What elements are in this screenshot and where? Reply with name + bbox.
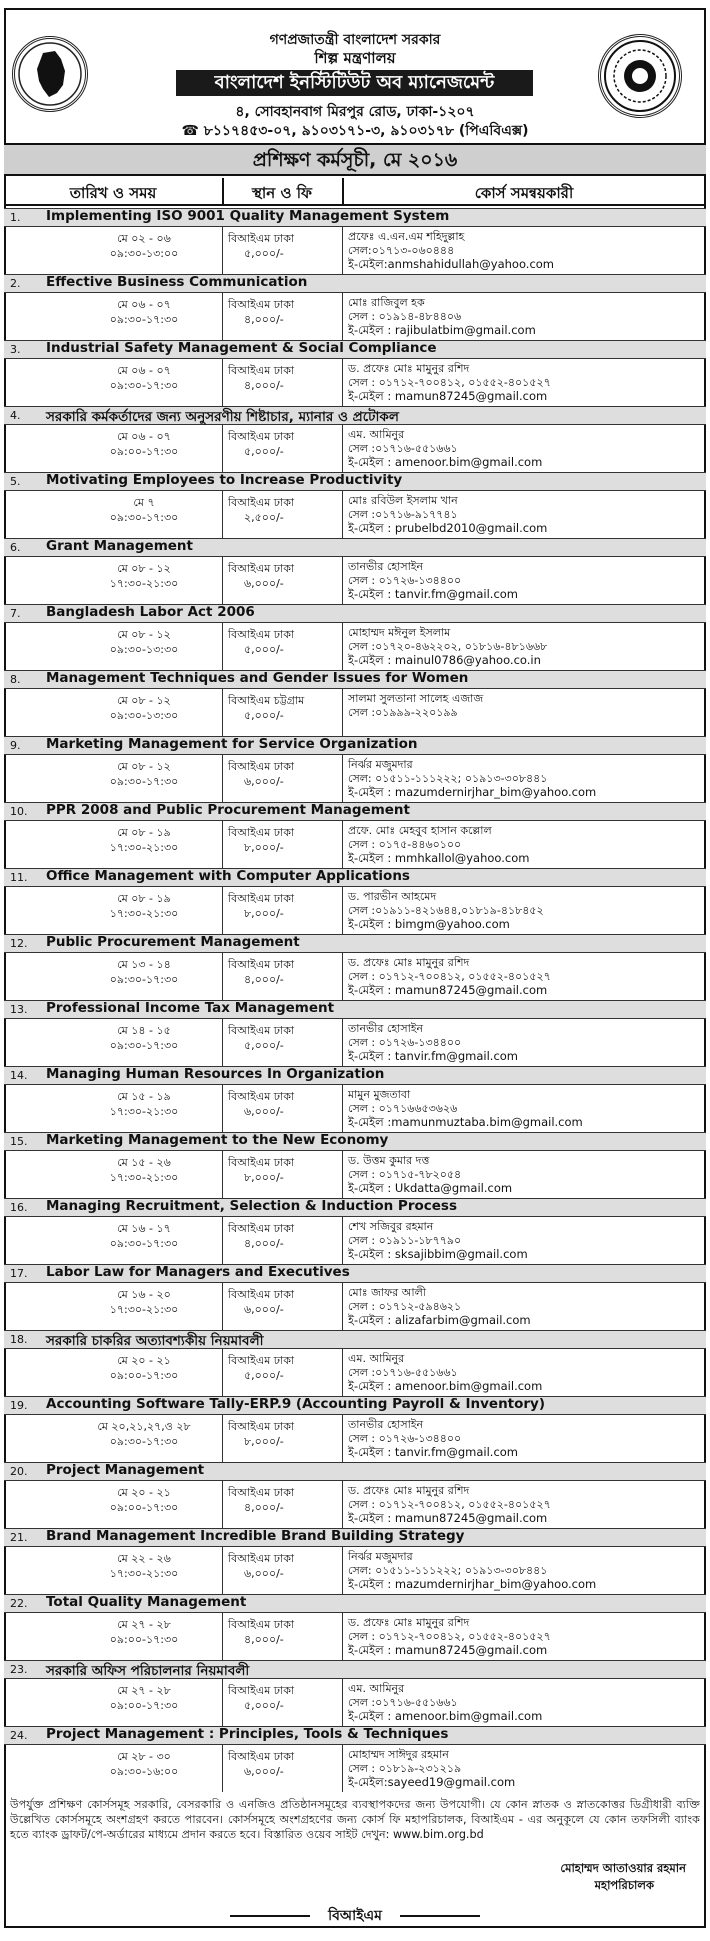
course-fee: ৫,০০০/- — [244, 1369, 284, 1382]
coordinator-phone: সেল : ০১৭৫-৪৪৬০১০০ — [348, 838, 462, 851]
course-number: 7. — [10, 607, 21, 620]
course-date: মে ০৮ - ১২ — [117, 694, 171, 707]
course-time: ০৯:৩০-১৭:৩০ — [109, 511, 179, 524]
coordinator-name: নির্ঝর মজুমদার — [348, 1550, 413, 1563]
course-time: ০৯:৩০-১৭:৩০ — [109, 1435, 179, 1448]
column-divider — [342, 1150, 343, 1198]
course-time: ০৯:৩০-১৭:৩০ — [109, 313, 179, 326]
header — [0, 16, 710, 151]
coordinator-name: মোঃ জাফর আলী — [348, 1286, 426, 1299]
course-date: মে ১৫ - ১৯ — [117, 1090, 171, 1103]
course-item — [4, 1330, 706, 1396]
coordinator-name: তানভীর হোসাইন — [348, 560, 424, 573]
column-divider — [342, 886, 343, 934]
coordinator-name: তানভীর হোসাইন — [348, 1022, 424, 1035]
column-venue-fee: স্থান ও ফি — [252, 184, 312, 202]
course-time: ১৭:৩০-২১:৩০ — [109, 907, 179, 920]
course-title: Project Management : Principles, Tools & Techniques — [46, 1726, 449, 1742]
column-divider — [342, 688, 343, 736]
coordinator-phone: সেল:০১৭১৩-০৬০৪৪৪ — [348, 244, 455, 257]
course-venue: বিআইএম ঢাকা — [228, 496, 295, 509]
course-fee: ৬,০০০/- — [244, 775, 284, 788]
column-divider — [342, 292, 343, 340]
coordinator-phone: সেল :০১৭১৬-৫৫১৬৬১ — [348, 1366, 458, 1379]
coordinator-name: মোহাম্মদ মঈনুল ইসলাম — [348, 626, 451, 639]
coordinator-email: ই-মেইল : mamun87245@gmail.com — [348, 389, 548, 403]
course-time: ০৯:০০-১৭:৩০ — [109, 445, 179, 458]
column-divider — [342, 1018, 343, 1066]
coordinator-phone: সেল : ০১৭১২-৭০০৪১২, ০১৫৫২-৪০১৫২৭ — [348, 1498, 551, 1511]
course-time: ০৯:৩০-১৭:৩০ — [109, 775, 179, 788]
course-title: PPR 2008 and Public Procurement Management — [46, 802, 410, 818]
ministry-name: শিল্প মন্ত্রণালয় — [314, 49, 396, 67]
column-divider — [342, 754, 343, 802]
course-time: ১৭:৩০-২১:৩০ — [109, 1171, 179, 1184]
coordinator-email: ই-মেইল : amenoor.bim@gmail.com — [348, 455, 543, 469]
coordinator-name: মোঃ রাজিবুল হক — [348, 296, 425, 309]
column-divider — [342, 556, 343, 604]
course-venue: বিআইএম ঢাকা — [228, 1024, 295, 1037]
page-title: প্রশিক্ষণ কর্মসূচী, মে ২০১৬ — [4, 143, 706, 176]
course-fee: ৪,০০০/- — [244, 1237, 284, 1250]
course-item — [4, 538, 706, 604]
course-number: 6. — [10, 541, 21, 554]
course-fee: ৬,০০০/- — [244, 1567, 284, 1580]
column-divider — [342, 1414, 343, 1462]
course-number: 8. — [10, 673, 21, 686]
course-item — [4, 472, 706, 538]
coordinator-phone: সেল : ০১৭১৬৬৫৩৬২৬ — [348, 1102, 458, 1115]
coordinator-email: ই-মেইল : mazumdernirjhar_bim@yahoo.com — [348, 785, 597, 799]
course-item — [4, 1594, 706, 1660]
course-date: মে ০৬ - ০৭ — [117, 364, 171, 377]
course-number: 5. — [10, 475, 21, 488]
column-divider — [342, 358, 343, 406]
column-divider — [342, 226, 343, 274]
column-divider — [342, 1216, 343, 1264]
coordinator-phone: সেল : ০১৭১২-৫৯৪৬২১ — [348, 1300, 462, 1313]
coordinator-name: এম. আমিনুর — [348, 428, 405, 441]
course-fee: ৬,০০০/- — [244, 1105, 284, 1118]
column-divider — [342, 1480, 343, 1528]
column-coordinator: কোর্স সমন্বয়কারী — [474, 184, 574, 202]
course-fee: ৬,০০০/- — [244, 577, 284, 590]
course-fee: ৮,০০০/- — [244, 841, 284, 854]
coordinator-email: ই-মেইল : mazumdernirjhar_bim@yahoo.com — [348, 1577, 597, 1591]
course-title: Marketing Management to the New Economy — [46, 1132, 389, 1148]
coordinator-phone: সেল : ০১৭১২-৭০০৪১২, ০১৫৫২-৪০১৫২৭ — [348, 1630, 551, 1643]
course-item — [4, 1000, 706, 1066]
course-item — [4, 1132, 706, 1198]
coordinator-phone: সেল : ০১৭১৫-৭৮২০৫৪ — [348, 1168, 462, 1181]
course-venue: বিআইএম ঢাকা — [228, 364, 295, 377]
course-venue: বিআইএম ঢাকা — [228, 826, 295, 839]
coordinator-name: এম. আমিনুর — [348, 1352, 405, 1365]
course-time: ০৯:৩০-১৭:৩০ — [109, 973, 179, 986]
column-divider — [342, 1348, 343, 1396]
course-venue: বিআইএম ঢাকা — [228, 1618, 295, 1631]
course-item — [4, 1198, 706, 1264]
course-number: 10. — [10, 805, 28, 818]
course-item — [4, 1396, 706, 1462]
coordinator-phone: সেল : ০১৭১২-৭০০৪১২, ০১৫৫২-৪০১৫২৭ — [348, 970, 551, 983]
course-item — [4, 736, 706, 802]
course-title: Management Techniques and Gender Issues for Women — [46, 670, 469, 686]
course-venue: বিআইএম ঢাকা — [228, 1354, 295, 1367]
course-fee: ৫,০০০/- — [244, 643, 284, 656]
coordinator-email: ই-মেইল : alizafarbim@gmail.com — [348, 1313, 531, 1327]
course-title: Professional Income Tax Management — [46, 1000, 335, 1016]
coordinator-phone: সেল :০১৭১৬-৫৫১৬৬১ — [348, 1696, 458, 1709]
course-date: মে ০৮ - ১২ — [117, 760, 171, 773]
coordinator-email: ই-মেইল : prubelbd2010@gmail.com — [348, 521, 548, 535]
course-date: মে ০৮ - ১২ — [117, 562, 171, 575]
course-number: 21. — [10, 1531, 28, 1544]
coordinator-name: ড. প্রফেঃ মোঃ মামুনুর রশিদ — [348, 956, 470, 969]
column-divider — [342, 1282, 343, 1330]
course-number: 15. — [10, 1135, 28, 1148]
coordinator-name: তানভীর হোসাইন — [348, 1418, 424, 1431]
course-number: 22. — [10, 1597, 28, 1610]
coordinator-email: ই-মেইল : tanvir.fm@gmail.com — [348, 1445, 518, 1459]
course-title: Managing Recruitment, Selection & Induction Process — [46, 1198, 457, 1214]
course-title: সরকারি চাকরির অত্যাবশ্যকীয় নিয়মাবলী — [46, 1333, 264, 1349]
coordinator-phone: সেল : ০১৮১৯-২৩১২১৯ — [348, 1762, 462, 1775]
coordinator-phone: সেল :০১৭১৬-৯১৭৭৪১ — [348, 508, 458, 521]
course-venue: বিআইএম ঢাকা — [228, 760, 295, 773]
course-title: Grant Management — [46, 538, 193, 554]
course-date: মে ০৮ - ১৯ — [117, 826, 171, 839]
course-title: Effective Business Communication — [46, 274, 308, 290]
course-number: 4. — [10, 409, 21, 422]
footer-note: উপর্যুক্ত প্রশিক্ষণ কোর্সসমূহ সরকারি, বেসরকারি ও এনজিও প্রতিষ্ঠানসমূহের ব্যবস্থাপকদের জন্য উপযোগী। যে কোন স্নাতক ও স্নাতকোত্তর ডিগ্রীধারী ব্যক্তি উল্লেখিত কোর্সসমূহে অংশগ্রহণ করতে পারবেন। কোর্সসমূহে অংশগ্রহণের জন্য কোর্স ফি মহাপরিচালক, বিআইএম - এর অনুকূলে যে কোন তফসিলী ব্যাংক হতে ব্যাংক ড্রাফট/পে-অর্ডারের মাধ্যমে প্রদান করতে হবে। বিস্তারিত ওয়েব সাইট দেখুন: www.bim.org.bd — [10, 1798, 700, 1841]
course-date: মে ০৮ - ১৯ — [117, 892, 171, 905]
course-title: Accounting Software Tally-ERP.9 (Accounting Payroll & Inventory) — [46, 1396, 546, 1412]
column-divider — [342, 1546, 343, 1594]
coordinator-email: ই-মেইল : Ukdatta@gmail.com — [348, 1181, 513, 1195]
footer-brand — [230, 1904, 480, 1926]
course-date: মে ২৮ - ৩০ — [117, 1750, 171, 1763]
course-venue: বিআইএম ঢাকা — [228, 1750, 295, 1763]
course-fee: ৫,০০০/- — [244, 247, 284, 260]
course-number: 24. — [10, 1729, 28, 1742]
coordinator-name: মামুন মুজতাবা — [348, 1088, 411, 1101]
course-fee: ৫,০০০/- — [244, 709, 284, 722]
course-fee: ৮,০০০/- — [244, 1435, 284, 1448]
course-number: 17. — [10, 1267, 28, 1280]
coordinator-email: ই-মেইল : mamun87245@gmail.com — [348, 983, 548, 997]
column-divider — [342, 424, 343, 472]
course-date: মে ০২ - ০৬ — [117, 232, 171, 245]
course-time: ১৭:৩০-২১:৩০ — [109, 1567, 179, 1580]
course-number: 18. — [10, 1333, 28, 1346]
course-number: 3. — [10, 343, 21, 356]
course-date: মে ৭ — [133, 496, 155, 509]
course-item — [4, 670, 706, 736]
coordinator-name: ড. প্রফেঃ মোঃ মামুনুর রশিদ — [348, 1484, 470, 1497]
course-date: মে ১৫ - ২৬ — [117, 1156, 171, 1169]
coordinator-email: ই-মেইল : mamun87245@gmail.com — [348, 1643, 548, 1657]
course-date: মে ২০ - ২১ — [117, 1486, 171, 1499]
course-date: মে ২৭ - ২৮ — [117, 1618, 171, 1631]
coordinator-name: সালমা সুলতানা সালেহ এজাজ — [348, 692, 484, 705]
course-number: 16. — [10, 1201, 28, 1214]
course-date: মে ১৬ - ২০ — [117, 1288, 171, 1301]
signatory-name: মোহাম্মদ আতাওয়ার রহমান — [560, 1861, 686, 1875]
course-title: সরকারি অফিস পরিচালনার নিয়মাবলী — [46, 1663, 250, 1679]
course-item — [4, 1528, 706, 1594]
course-number: 14. — [10, 1069, 28, 1082]
course-item — [4, 274, 706, 340]
course-venue: বিআইএম ঢাকা — [228, 562, 295, 575]
course-number: 13. — [10, 1003, 28, 1016]
course-venue: বিআইএম ঢাকা — [228, 628, 295, 641]
coordinator-name: মোঃ রবিউল ইসলাম খান — [348, 494, 458, 507]
institute-name: বাংলাদেশ ইনস্টিটিউট অব ম্যানেজমেন্ট — [176, 70, 533, 96]
course-number: 19. — [10, 1399, 28, 1412]
course-date: মে ০৬ - ০৭ — [117, 298, 171, 311]
coordinator-phone: সেল :০১৭২০-৪৬২২০২, ০১৮১৬-৪৮১৬৬৮ — [348, 640, 548, 653]
coordinator-email: ই-মেইল : mmhkallol@yahoo.com — [348, 851, 530, 865]
coordinator-phone: সেল : ০১৭১২-৭০০৪১২, ০১৫৫২-৪০১৫২৭ — [348, 376, 551, 389]
course-title: Office Management with Computer Applications — [46, 868, 410, 884]
course-item — [4, 604, 706, 670]
course-venue: বিআইএম চট্টগ্রাম — [228, 694, 305, 707]
footer-rule — [400, 1915, 480, 1917]
course-title: Managing Human Resources In Organization — [46, 1066, 385, 1082]
coordinator-name: মোহাম্মদ সাঈদুর রহমান — [348, 1748, 449, 1761]
coordinator-phone: সেল : ০১৯১৪-৪৮৪৪০৬ — [348, 310, 462, 323]
government-name: গণপ্রজাতন্ত্রী বাংলাদেশ সরকার — [269, 32, 441, 48]
course-item — [4, 1066, 706, 1132]
course-date: মে ০৬ - ০৭ — [117, 430, 171, 443]
course-time: ০৯:৩০-১৭:৩০ — [109, 1237, 179, 1250]
course-time: ১৭:৩০-২১:৩০ — [109, 1303, 179, 1316]
course-time: ১৭:৩০-২১:৩০ — [109, 1105, 179, 1118]
column-divider — [342, 490, 343, 538]
course-venue: বিআইএম ঢাকা — [228, 232, 295, 245]
column-header — [4, 178, 706, 206]
course-fee: ৪,০০০/- — [244, 313, 284, 326]
course-time: ১৭:৩০-২১:৩০ — [109, 577, 179, 590]
course-time: ০৯:৩০-১৩:৩০ — [109, 643, 179, 656]
course-time: ০৯:০০-১৭:৩০ — [109, 1501, 179, 1514]
course-time: ১৭:৩০-২১:৩০ — [109, 841, 179, 854]
course-fee: ৪,০০০/- — [244, 379, 284, 392]
coordinator-email: ই-মেইল : mamun87245@gmail.com — [348, 1511, 548, 1525]
coordinator-phone: সেল: ০১৫১১-১১১২২২; ০১৯১৩-৩০৮৪৪১ — [348, 1564, 548, 1577]
coordinator-email: ই-মেইল : tanvir.fm@gmail.com — [348, 1049, 518, 1063]
coordinator-email: ই-মেইল : amenoor.bim@gmail.com — [348, 1709, 543, 1723]
course-time: ০৯:৩০-১৭:৩০ — [109, 379, 179, 392]
signatory-designation: মহাপরিচালক — [594, 1878, 654, 1892]
coordinator-name: শেখ সজিবুর রহমান — [348, 1220, 434, 1233]
course-time: ০৯:৩০-১৭:৩০ — [109, 1039, 179, 1052]
course-item — [4, 1726, 706, 1792]
course-title: Motivating Employees to Increase Productivity — [46, 472, 403, 488]
course-fee: ৮,০০০/- — [244, 907, 284, 920]
coordinator-phone: সেল :০১৯৯৯-২২০১৯৯ — [348, 706, 458, 719]
coordinator-phone: সেল : ০১৭২৬-১৩৪৪০০ — [348, 1432, 462, 1445]
course-title: Total Quality Management — [46, 1594, 247, 1610]
course-title: Project Management — [46, 1462, 205, 1478]
course-time: ০৯:৩০-১৬:০০ — [109, 1765, 179, 1778]
column-divider — [342, 1678, 343, 1726]
course-item — [4, 1462, 706, 1528]
coordinator-email: ই-মেইল:sayeed19@gmail.com — [348, 1775, 516, 1789]
course-date: মে ১৪ - ১৫ — [117, 1024, 171, 1037]
coordinator-phone: সেল : ০১৭২৬-১৩৪৪০০ — [348, 574, 462, 587]
coordinator-email: ই-মেইল : tanvir.fm@gmail.com — [348, 587, 518, 601]
course-item — [4, 802, 706, 868]
course-item — [4, 868, 706, 934]
column-divider — [342, 820, 343, 868]
course-date: মে ২২ - ২৬ — [117, 1552, 171, 1565]
course-number: 20. — [10, 1465, 28, 1478]
course-venue: বিআইএম ঢাকা — [228, 892, 295, 905]
course-fee: ৬,০০০/- — [244, 1765, 284, 1778]
course-fee: ৮,০০০/- — [244, 1171, 284, 1184]
course-item — [4, 1264, 706, 1330]
coordinator-name: ড. উত্তম কুমার দত্ত — [348, 1154, 430, 1167]
coordinator-name: ড. প্রফেঃ মোঃ মামুনুর রশিদ — [348, 1616, 470, 1629]
course-number: 11. — [10, 871, 28, 884]
course-fee: ৫,০০০/- — [244, 445, 284, 458]
course-fee: ৫,০০০/- — [244, 1039, 284, 1052]
coordinator-email: ই-মেইল : amenoor.bim@gmail.com — [348, 1379, 543, 1393]
coordinator-email: ই-মেইল : mainul0786@yahoo.co.in — [348, 653, 541, 667]
course-date: মে ১৬ - ১৭ — [117, 1222, 171, 1235]
footer-rule — [230, 1915, 310, 1917]
course-venue: বিআইএম ঢাকা — [228, 1222, 295, 1235]
course-item — [4, 1660, 706, 1726]
course-item — [4, 208, 706, 274]
column-divider — [342, 1612, 343, 1660]
course-venue: বিআইএম ঢাকা — [228, 1288, 295, 1301]
course-time: ০৯:০০-১৭:৩০ — [109, 1699, 179, 1712]
column-divider — [342, 1084, 343, 1132]
course-venue: বিআইএম ঢাকা — [228, 1552, 295, 1565]
course-list — [4, 208, 706, 1792]
course-date: মে ২৭ - ২৮ — [117, 1684, 171, 1697]
coordinator-email: ই-মেইল : sksajibbim@gmail.com — [348, 1247, 528, 1261]
coordinator-phone: সেল : ০১৭২৬-১৩৪৪০০ — [348, 1036, 462, 1049]
course-number: 23. — [10, 1663, 28, 1676]
coordinator-email: ই-মেইল :mamunmuztaba.bim@gmail.com — [348, 1115, 583, 1129]
column-date-time: তারিখ ও সময় — [69, 184, 157, 202]
course-date: মে ০৮ - ১২ — [117, 628, 171, 641]
course-title: Labor Law for Managers and Executives — [46, 1264, 350, 1280]
coordinator-name: ড. পারভীন আহমেদ — [348, 890, 437, 903]
coordinator-phone: সেল :০১৯১১-৪২১৬৪৪,০১৮১৯-৪১৮৪৫২ — [348, 904, 544, 917]
address: ৪, সোবহানবাগ মিরপুর রোড, ঢাকা-১২০৭ — [235, 104, 475, 120]
course-venue: বিআইএম ঢাকা — [228, 958, 295, 971]
course-item — [4, 340, 706, 406]
course-title: Brand Management Incredible Brand Building Strategy — [46, 1528, 465, 1544]
footer-brand-label: বিআইএম — [328, 1908, 382, 1924]
course-fee: ৪,০০০/- — [244, 1501, 284, 1514]
course-number: 9. — [10, 739, 21, 752]
course-title: Public Procurement Management — [46, 934, 300, 950]
course-title: Industrial Safety Management & Social Compliance — [46, 340, 437, 356]
course-time: ০৯:০০-১৭:৩০ — [109, 1369, 179, 1382]
course-title: Bangladesh Labor Act 2006 — [46, 604, 255, 620]
coordinator-name: এম. আমিনুর — [348, 1682, 405, 1695]
coordinator-email: ই-মেইল:anmshahidullah@yahoo.com — [348, 257, 554, 271]
phone-numbers: ☎ ৮১১৭৪৫৩-০৭, ৯১০৩১৭১-৩, ৯১০৩১৭৮ (পিএবিএক্স) — [181, 123, 529, 139]
course-venue: বিআইএম ঢাকা — [228, 1156, 295, 1169]
course-number: 2. — [10, 277, 21, 290]
course-item — [4, 934, 706, 1000]
coordinator-email: ই-মেইল : bimgm@yahoo.com — [348, 917, 510, 931]
course-venue: বিআইএম ঢাকা — [228, 1420, 295, 1433]
coordinator-phone: সেল :০১৭১৬-৫৫১৬৬১ — [348, 442, 458, 455]
course-number: 12. — [10, 937, 28, 950]
course-date: মে ১৩ - ১৪ — [117, 958, 171, 971]
coordinator-phone: সেল: ০১৫১১-১১১২২২; ০১৯১৩-৩০৮৪৪১ — [348, 772, 548, 785]
course-fee: ৬,০০০/- — [244, 1303, 284, 1316]
course-time: ০৯:০০-১৭:৩০ — [109, 1633, 179, 1646]
course-venue: বিআইএম ঢাকা — [228, 1684, 295, 1697]
course-number: 1. — [10, 211, 21, 224]
column-divider — [342, 622, 343, 670]
course-fee: ৪,০০০/- — [244, 973, 284, 986]
coordinator-name: প্রফেঃ এ.এন.এম শহিদুল্লাহ — [348, 230, 465, 243]
course-venue: বিআইএম ঢাকা — [228, 1486, 295, 1499]
column-divider — [342, 1744, 343, 1792]
course-title: সরকারি কর্মকর্তাদের জন্য অনুসরণীয় শিষ্টাচার, ম্যানার ও প্রটোকল — [46, 409, 399, 425]
column-divider — [342, 952, 343, 1000]
coordinator-name: প্রফে. মোঃ মেহবুব হাসান কল্লোল — [348, 824, 492, 837]
course-fee: ৫,০০০/- — [244, 1699, 284, 1712]
coordinator-phone: সেল : ০১৯১১-১৮৭৭৯০ — [348, 1234, 462, 1247]
course-venue: বিআইএম ঢাকা — [228, 298, 295, 311]
course-time: ০৯:৩০-১৩:৩০ — [109, 709, 179, 722]
course-title: Implementing ISO 9001 Quality Management System — [46, 208, 450, 224]
coordinator-name: নির্ঝর মজুমদার — [348, 758, 413, 771]
course-date: মে ২০,২১,২৭,ও ২৮ — [97, 1420, 191, 1433]
coordinator-email: ই-মেইল : rajibulatbim@gmail.com — [348, 323, 536, 337]
coordinator-name: ড. প্রফেঃ মোঃ মামুনুর রশিদ — [348, 362, 470, 375]
course-fee: ৪,০০০/- — [244, 1633, 284, 1646]
course-time: ০৯:৩০-১৩:০০ — [109, 247, 179, 260]
course-venue: বিআইএম ঢাকা — [228, 1090, 295, 1103]
course-title: Marketing Management for Service Organization — [46, 736, 418, 752]
course-fee: ২,৫০০/- — [244, 511, 284, 524]
course-venue: বিআইএম ঢাকা — [228, 430, 295, 443]
course-date: মে ২০ - ২১ — [117, 1354, 171, 1367]
course-item — [4, 406, 706, 472]
